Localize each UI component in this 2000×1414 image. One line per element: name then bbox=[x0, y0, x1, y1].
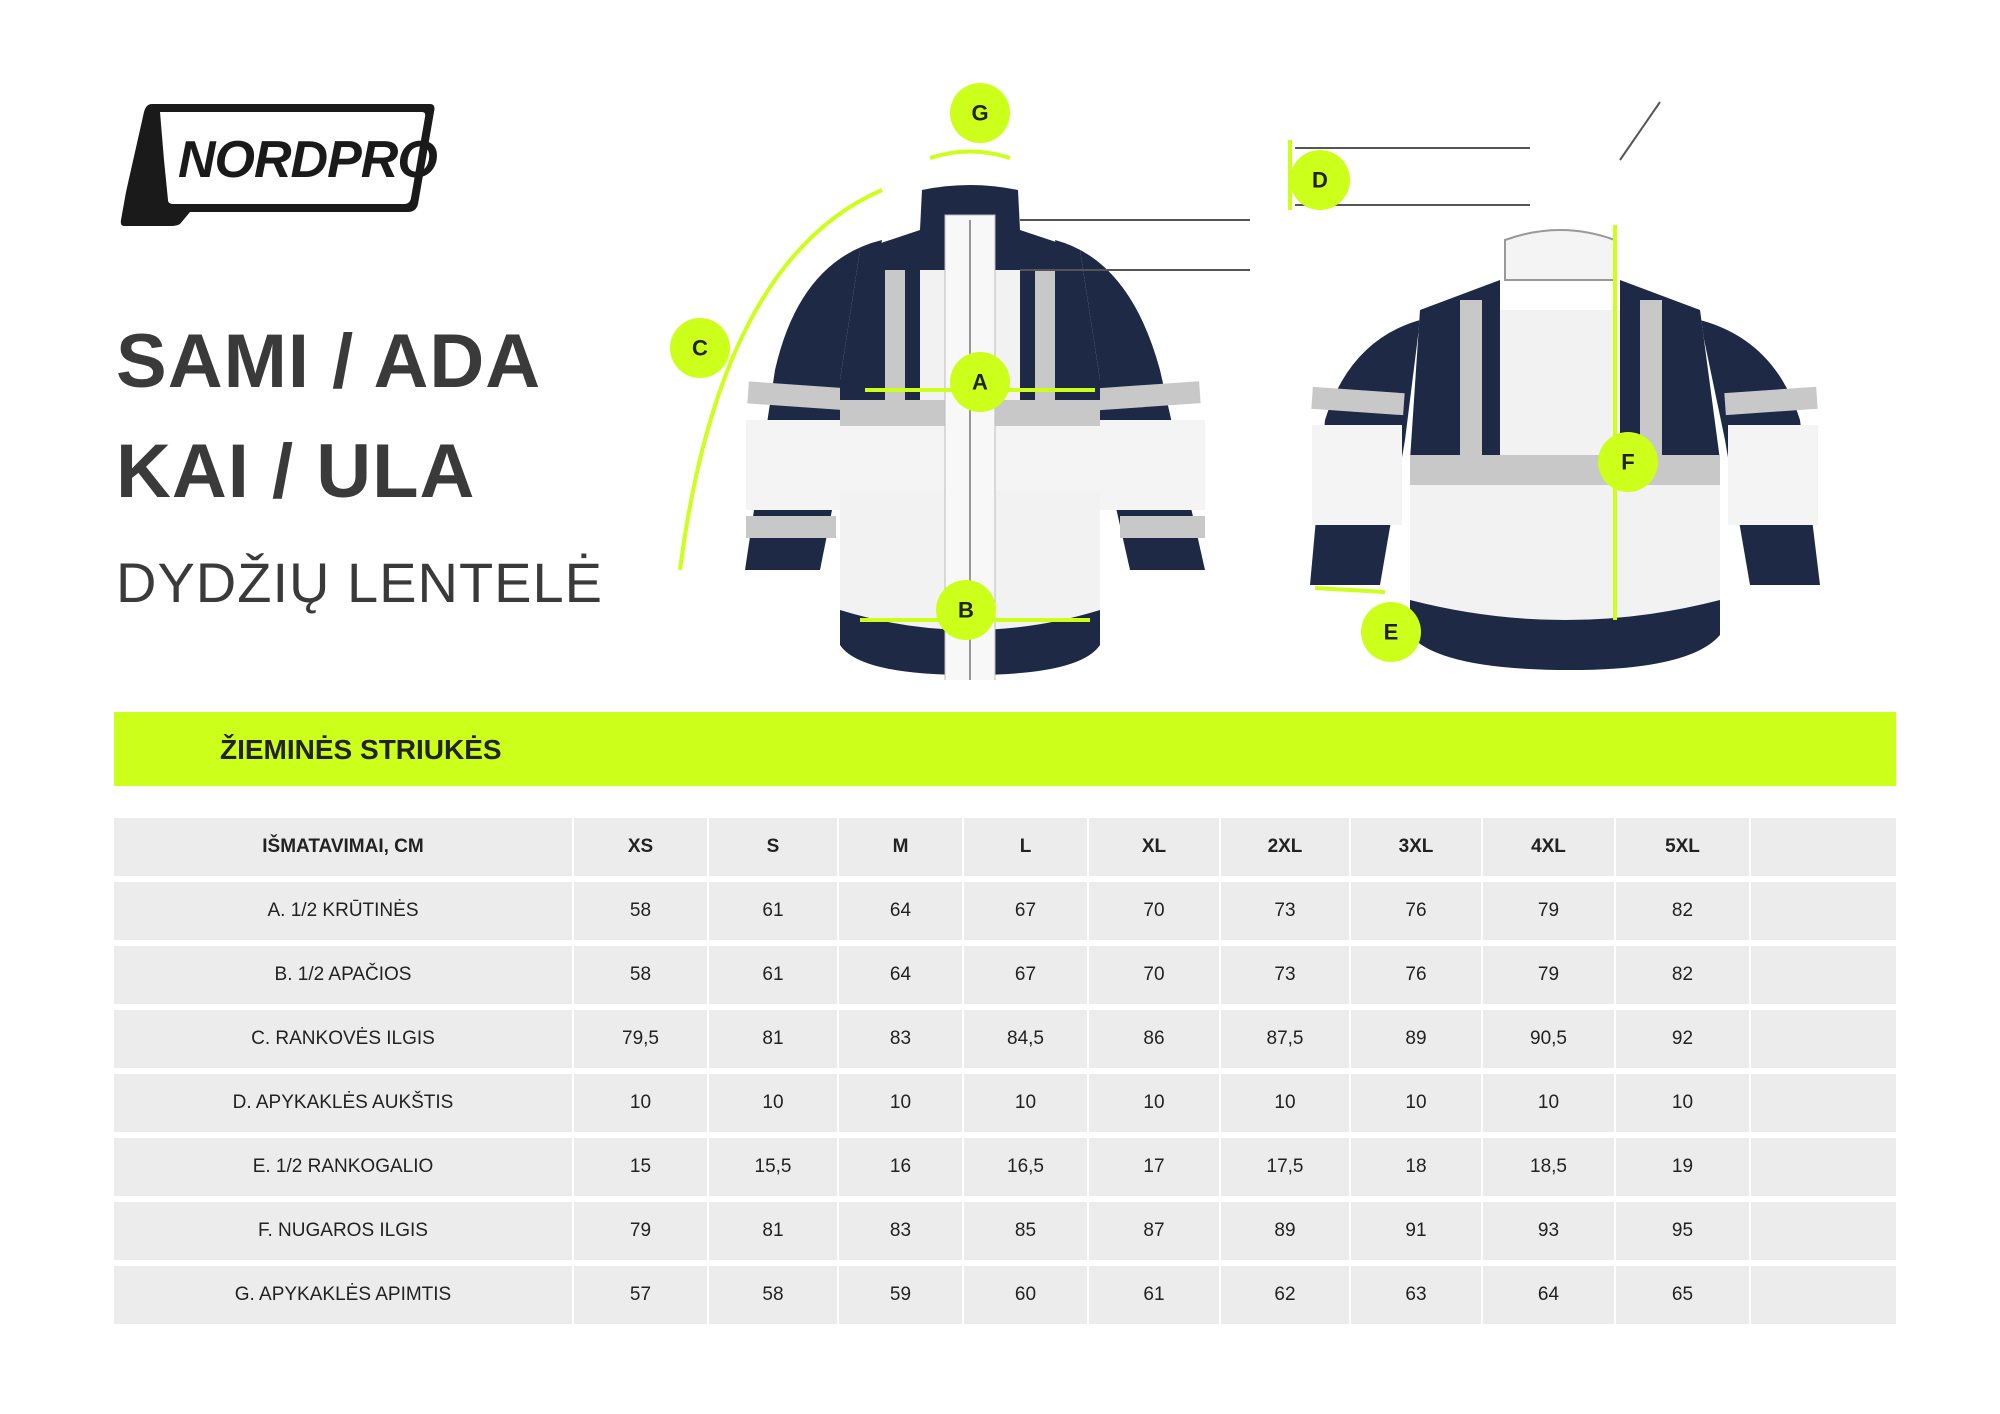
value-cell: 10 bbox=[1351, 1074, 1483, 1132]
value-cell: 85 bbox=[964, 1202, 1089, 1260]
value-cell: 64 bbox=[839, 882, 964, 940]
empty-cell bbox=[1751, 1074, 1896, 1132]
value-cell: 10 bbox=[1089, 1074, 1221, 1132]
value-cell: 89 bbox=[1351, 1010, 1483, 1068]
value-cell: 59 bbox=[839, 1266, 964, 1324]
value-cell: 16,5 bbox=[964, 1138, 1089, 1196]
value-cell: 10 bbox=[839, 1074, 964, 1132]
value-cell: 57 bbox=[574, 1266, 709, 1324]
value-cell: 90,5 bbox=[1483, 1010, 1616, 1068]
header-size-cell: XS bbox=[574, 818, 709, 876]
value-cell: 76 bbox=[1351, 882, 1483, 940]
table-row bbox=[114, 1074, 1896, 1132]
value-cell: 10 bbox=[1221, 1074, 1351, 1132]
value-cell: 73 bbox=[1221, 882, 1351, 940]
value-cell: 10 bbox=[574, 1074, 709, 1132]
row-label-cell: F. NUGAROS ILGIS bbox=[114, 1202, 574, 1260]
section-title: ŽIEMINĖS STRIUKĖS bbox=[220, 734, 502, 765]
row-label-cell: D. APYKAKLĖS AUKŠTIS bbox=[114, 1074, 574, 1132]
table-header-row bbox=[114, 818, 1896, 876]
value-cell: 79 bbox=[1483, 882, 1616, 940]
row-label-cell: E. 1/2 RANKOGALIO bbox=[114, 1138, 574, 1196]
value-cell: 15 bbox=[574, 1138, 709, 1196]
header-size-cell: S bbox=[709, 818, 839, 876]
value-cell: 92 bbox=[1616, 1010, 1751, 1068]
section-header-bar bbox=[114, 712, 1896, 786]
value-cell: 84,5 bbox=[964, 1010, 1089, 1068]
marker-a: A bbox=[972, 369, 988, 395]
value-cell: 17 bbox=[1089, 1138, 1221, 1196]
value-cell: 83 bbox=[839, 1202, 964, 1260]
empty-cell bbox=[1751, 946, 1896, 1004]
empty-cell bbox=[1751, 1010, 1896, 1068]
value-cell: 70 bbox=[1089, 882, 1221, 940]
marker-b: B bbox=[958, 597, 974, 623]
value-cell: 82 bbox=[1616, 946, 1751, 1004]
header-size-cell: 2XL bbox=[1221, 818, 1351, 876]
value-cell: 58 bbox=[574, 882, 709, 940]
value-cell: 87,5 bbox=[1221, 1010, 1351, 1068]
marker-f: F bbox=[1621, 449, 1635, 475]
value-cell: 89 bbox=[1221, 1202, 1351, 1260]
value-cell: 16 bbox=[839, 1138, 964, 1196]
table-row bbox=[114, 1202, 1896, 1260]
value-cell: 64 bbox=[1483, 1266, 1616, 1324]
product-title-line-1: SAMI / ADA bbox=[116, 319, 542, 404]
value-cell: 87 bbox=[1089, 1202, 1221, 1260]
header-empty-cell bbox=[1751, 818, 1896, 876]
value-cell: 79 bbox=[574, 1202, 709, 1260]
header-size-cell: L bbox=[964, 818, 1089, 876]
value-cell: 86 bbox=[1089, 1010, 1221, 1068]
value-cell: 91 bbox=[1351, 1202, 1483, 1260]
empty-cell bbox=[1751, 882, 1896, 940]
value-cell: 58 bbox=[709, 1266, 839, 1324]
value-cell: 60 bbox=[964, 1266, 1089, 1324]
empty-cell bbox=[1751, 1202, 1896, 1260]
value-cell: 18,5 bbox=[1483, 1138, 1616, 1196]
value-cell: 95 bbox=[1616, 1202, 1751, 1260]
jacket-measurement-illustration bbox=[660, 80, 1910, 680]
value-cell: 67 bbox=[964, 946, 1089, 1004]
value-cell: 82 bbox=[1616, 882, 1751, 940]
value-cell: 58 bbox=[574, 946, 709, 1004]
value-cell: 18 bbox=[1351, 1138, 1483, 1196]
table-row bbox=[114, 946, 1896, 1004]
table-row bbox=[114, 1010, 1896, 1068]
value-cell: 76 bbox=[1351, 946, 1483, 1004]
value-cell: 81 bbox=[709, 1202, 839, 1260]
row-label-cell: A. 1/2 KRŪTINĖS bbox=[114, 882, 574, 940]
marker-g: G bbox=[971, 100, 989, 126]
header-size-cell: 5XL bbox=[1616, 818, 1751, 876]
value-cell: 10 bbox=[964, 1074, 1089, 1132]
header-size-cell: 4XL bbox=[1483, 818, 1616, 876]
value-cell: 10 bbox=[709, 1074, 839, 1132]
value-cell: 65 bbox=[1616, 1266, 1751, 1324]
table-row bbox=[114, 1266, 1896, 1324]
value-cell: 17,5 bbox=[1221, 1138, 1351, 1196]
row-label-cell: C. RANKOVĖS ILGIS bbox=[114, 1010, 574, 1068]
value-cell: 61 bbox=[709, 946, 839, 1004]
row-label-cell: B. 1/2 APAČIOS bbox=[114, 946, 574, 1004]
table-row bbox=[114, 882, 1896, 940]
value-cell: 61 bbox=[709, 882, 839, 940]
value-cell: 10 bbox=[1616, 1074, 1751, 1132]
value-cell: 70 bbox=[1089, 946, 1221, 1004]
marker-c: C bbox=[692, 335, 708, 361]
empty-cell bbox=[1751, 1138, 1896, 1196]
header-size-cell: M bbox=[839, 818, 964, 876]
value-cell: 73 bbox=[1221, 946, 1351, 1004]
value-cell: 61 bbox=[1089, 1266, 1221, 1324]
row-label-cell: G. APYKAKLĖS APIMTIS bbox=[114, 1266, 574, 1324]
product-title-line-2: KAI / ULA bbox=[116, 429, 476, 514]
logo-text: NORDPRO bbox=[178, 131, 437, 189]
value-cell: 62 bbox=[1221, 1266, 1351, 1324]
empty-cell bbox=[1751, 1266, 1896, 1324]
value-cell: 79,5 bbox=[574, 1010, 709, 1068]
brand-logo bbox=[118, 100, 438, 228]
header-size-cell: 3XL bbox=[1351, 818, 1483, 876]
value-cell: 93 bbox=[1483, 1202, 1616, 1260]
value-cell: 64 bbox=[839, 946, 964, 1004]
value-cell: 10 bbox=[1483, 1074, 1616, 1132]
marker-d: D bbox=[1312, 167, 1328, 193]
marker-e: E bbox=[1383, 619, 1399, 645]
value-cell: 81 bbox=[709, 1010, 839, 1068]
value-cell: 19 bbox=[1616, 1138, 1751, 1196]
value-cell: 15,5 bbox=[709, 1138, 839, 1196]
value-cell: 79 bbox=[1483, 946, 1616, 1004]
header-size-cell: XL bbox=[1089, 818, 1221, 876]
table-row bbox=[114, 1138, 1896, 1196]
value-cell: 83 bbox=[839, 1010, 964, 1068]
chart-subtitle: DYDŽIŲ LENTELĖ bbox=[116, 551, 603, 614]
value-cell: 67 bbox=[964, 882, 1089, 940]
header-label-cell: IŠMATAVIMAI, CM bbox=[114, 818, 574, 876]
value-cell: 63 bbox=[1351, 1266, 1483, 1324]
size-table bbox=[114, 812, 1896, 1330]
